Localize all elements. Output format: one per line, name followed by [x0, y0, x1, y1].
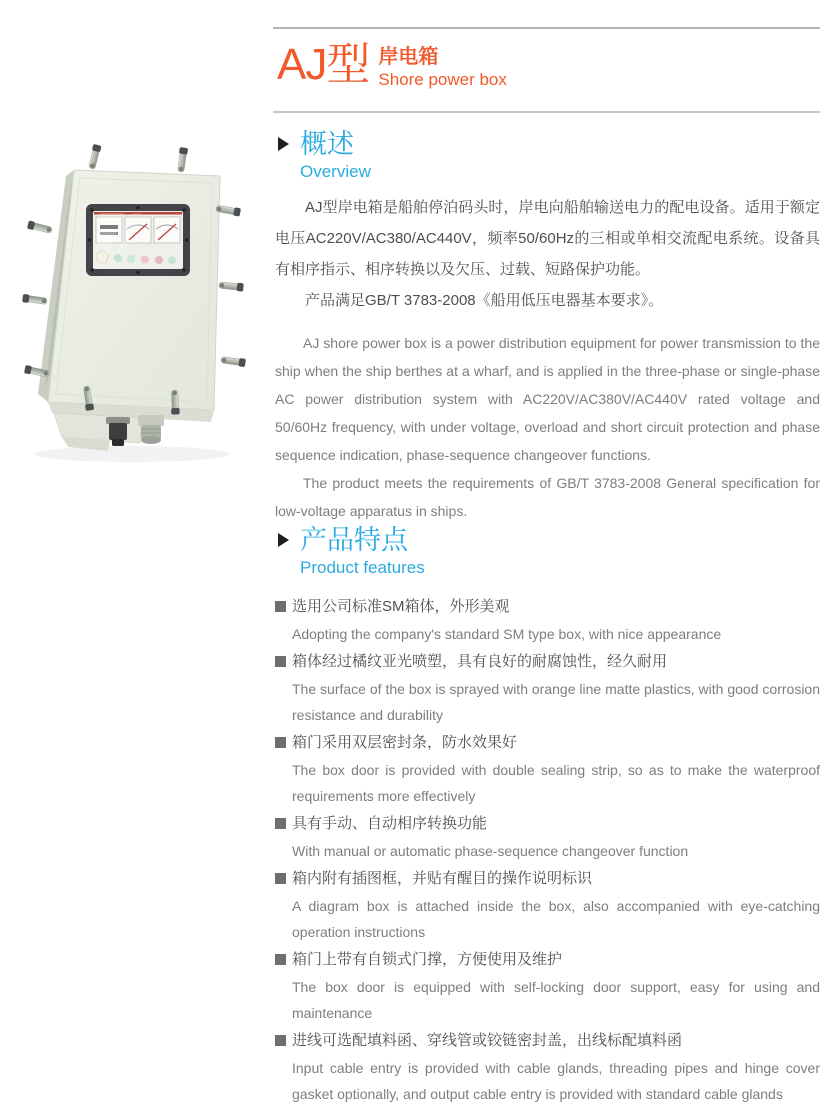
feature-text-cn: 进线可选配填料函、穿线管或铰链密封盖，出线标配填料函	[292, 1032, 683, 1050]
square-bullet-icon	[275, 873, 286, 884]
triangle-marker-icon	[278, 533, 289, 547]
triangle-marker-icon	[278, 137, 289, 151]
feature-text-en: Adopting the company's standard SM type box, with nice appearance	[292, 626, 722, 643]
feature-text-cn: 箱门上带有自锁式门撑，方便使用及维护	[292, 951, 563, 969]
features-title-en: Product features	[300, 557, 425, 577]
product-model: AJ型	[277, 40, 370, 89]
feature-item	[275, 865, 820, 945]
feature-text-en: The box door is equipped with self-locking door support, easy for using and maintenance	[292, 979, 820, 1022]
feature-list	[275, 593, 820, 1107]
features-section	[275, 526, 820, 1108]
shore-power-box-illustration	[12, 136, 254, 470]
square-bullet-icon	[275, 954, 286, 965]
feature-text-en: The box door is provided with double sealing strip, so as to make the waterproof requirements more effectively	[292, 762, 820, 805]
feature-item	[275, 648, 820, 728]
overview-paragraph-cn: 产品满足GB/T 3783-2008《船用低压电器基本要求》。	[305, 292, 664, 310]
feature-item	[275, 729, 820, 809]
overview-section	[275, 130, 820, 525]
feature-item	[275, 1027, 820, 1107]
top-divider	[273, 27, 820, 29]
overview-title-en: Overview	[300, 161, 371, 181]
header-divider	[273, 111, 820, 113]
features-heading	[275, 526, 820, 578]
overview-paragraph-en: AJ shore power box is a power distribution equipment for power transmission to the ship when the ship berthes at a wharf, and is applied in the three-phase or single-phase AC power distribution system with AC220V/AC380V/AC440V rated voltage and 50/60Hz frequency, with under voltage, overload and short circuit protection and phase sequence indication, phase-sequence changeover functions.	[275, 335, 820, 464]
product-name-cn: 岸电箱	[378, 46, 439, 68]
square-bullet-icon	[275, 818, 286, 829]
overview-title-cn: 概述	[300, 129, 354, 159]
feature-item	[275, 946, 820, 1026]
feature-text-en: With manual or automatic phase-sequence changeover function	[292, 843, 689, 860]
square-bullet-icon	[275, 1035, 286, 1046]
product-name-block	[378, 46, 507, 90]
overview-paragraph-cn: AJ型岸电箱是船舶停泊码头时，岸电向船舶输送电力的配电设备。适用于额定电压AC220V/AC380/AC440V，频率50/60Hz的三相或单相交流配电系统。设备具有相序指示、相序转换以及欠压、过载、短路保护功能。	[275, 199, 820, 279]
square-bullet-icon	[275, 656, 286, 667]
meter-window	[86, 204, 190, 276]
page-title	[277, 42, 507, 90]
feature-text-cn: 箱体经过橘纹亚光喷塑，具有良好的耐腐蚀性，经久耐用	[292, 653, 668, 671]
cable-gland-metal	[138, 415, 164, 444]
square-bullet-icon	[275, 737, 286, 748]
feature-text-en: A diagram box is attached inside the box, also accompanied with eye-catching operation instructions	[292, 898, 820, 941]
feature-text-cn: 选用公司标准SM箱体，外形美观	[292, 598, 510, 616]
feature-item	[275, 593, 820, 647]
product-photo	[12, 136, 254, 470]
feature-text-cn: 箱门采用双层密封条，防水效果好	[292, 734, 518, 752]
features-title-cn: 产品特点	[300, 525, 408, 555]
feature-item	[275, 810, 820, 864]
feature-text-en: The surface of the box is sprayed with orange line matte plastics, with good corrosion resistance and durability	[292, 681, 820, 724]
feature-text-cn: 箱内附有插图框，并贴有醒目的操作说明标识	[292, 870, 593, 888]
overview-heading	[275, 130, 820, 182]
square-bullet-icon	[275, 601, 286, 612]
feature-text-cn: 具有手动、自动相序转换功能	[292, 815, 488, 833]
overview-paragraph-en: The product meets the requirements of GB/T 3783-2008 General specification for low-voltage apparatus in ships.	[275, 475, 820, 520]
product-name-en: Shore power box	[378, 70, 507, 89]
feature-text-en: Input cable entry is provided with cable glands, threading pipes and hinge cover gasket optionally, and output cable entry is provided with standard cable glands	[292, 1060, 820, 1103]
